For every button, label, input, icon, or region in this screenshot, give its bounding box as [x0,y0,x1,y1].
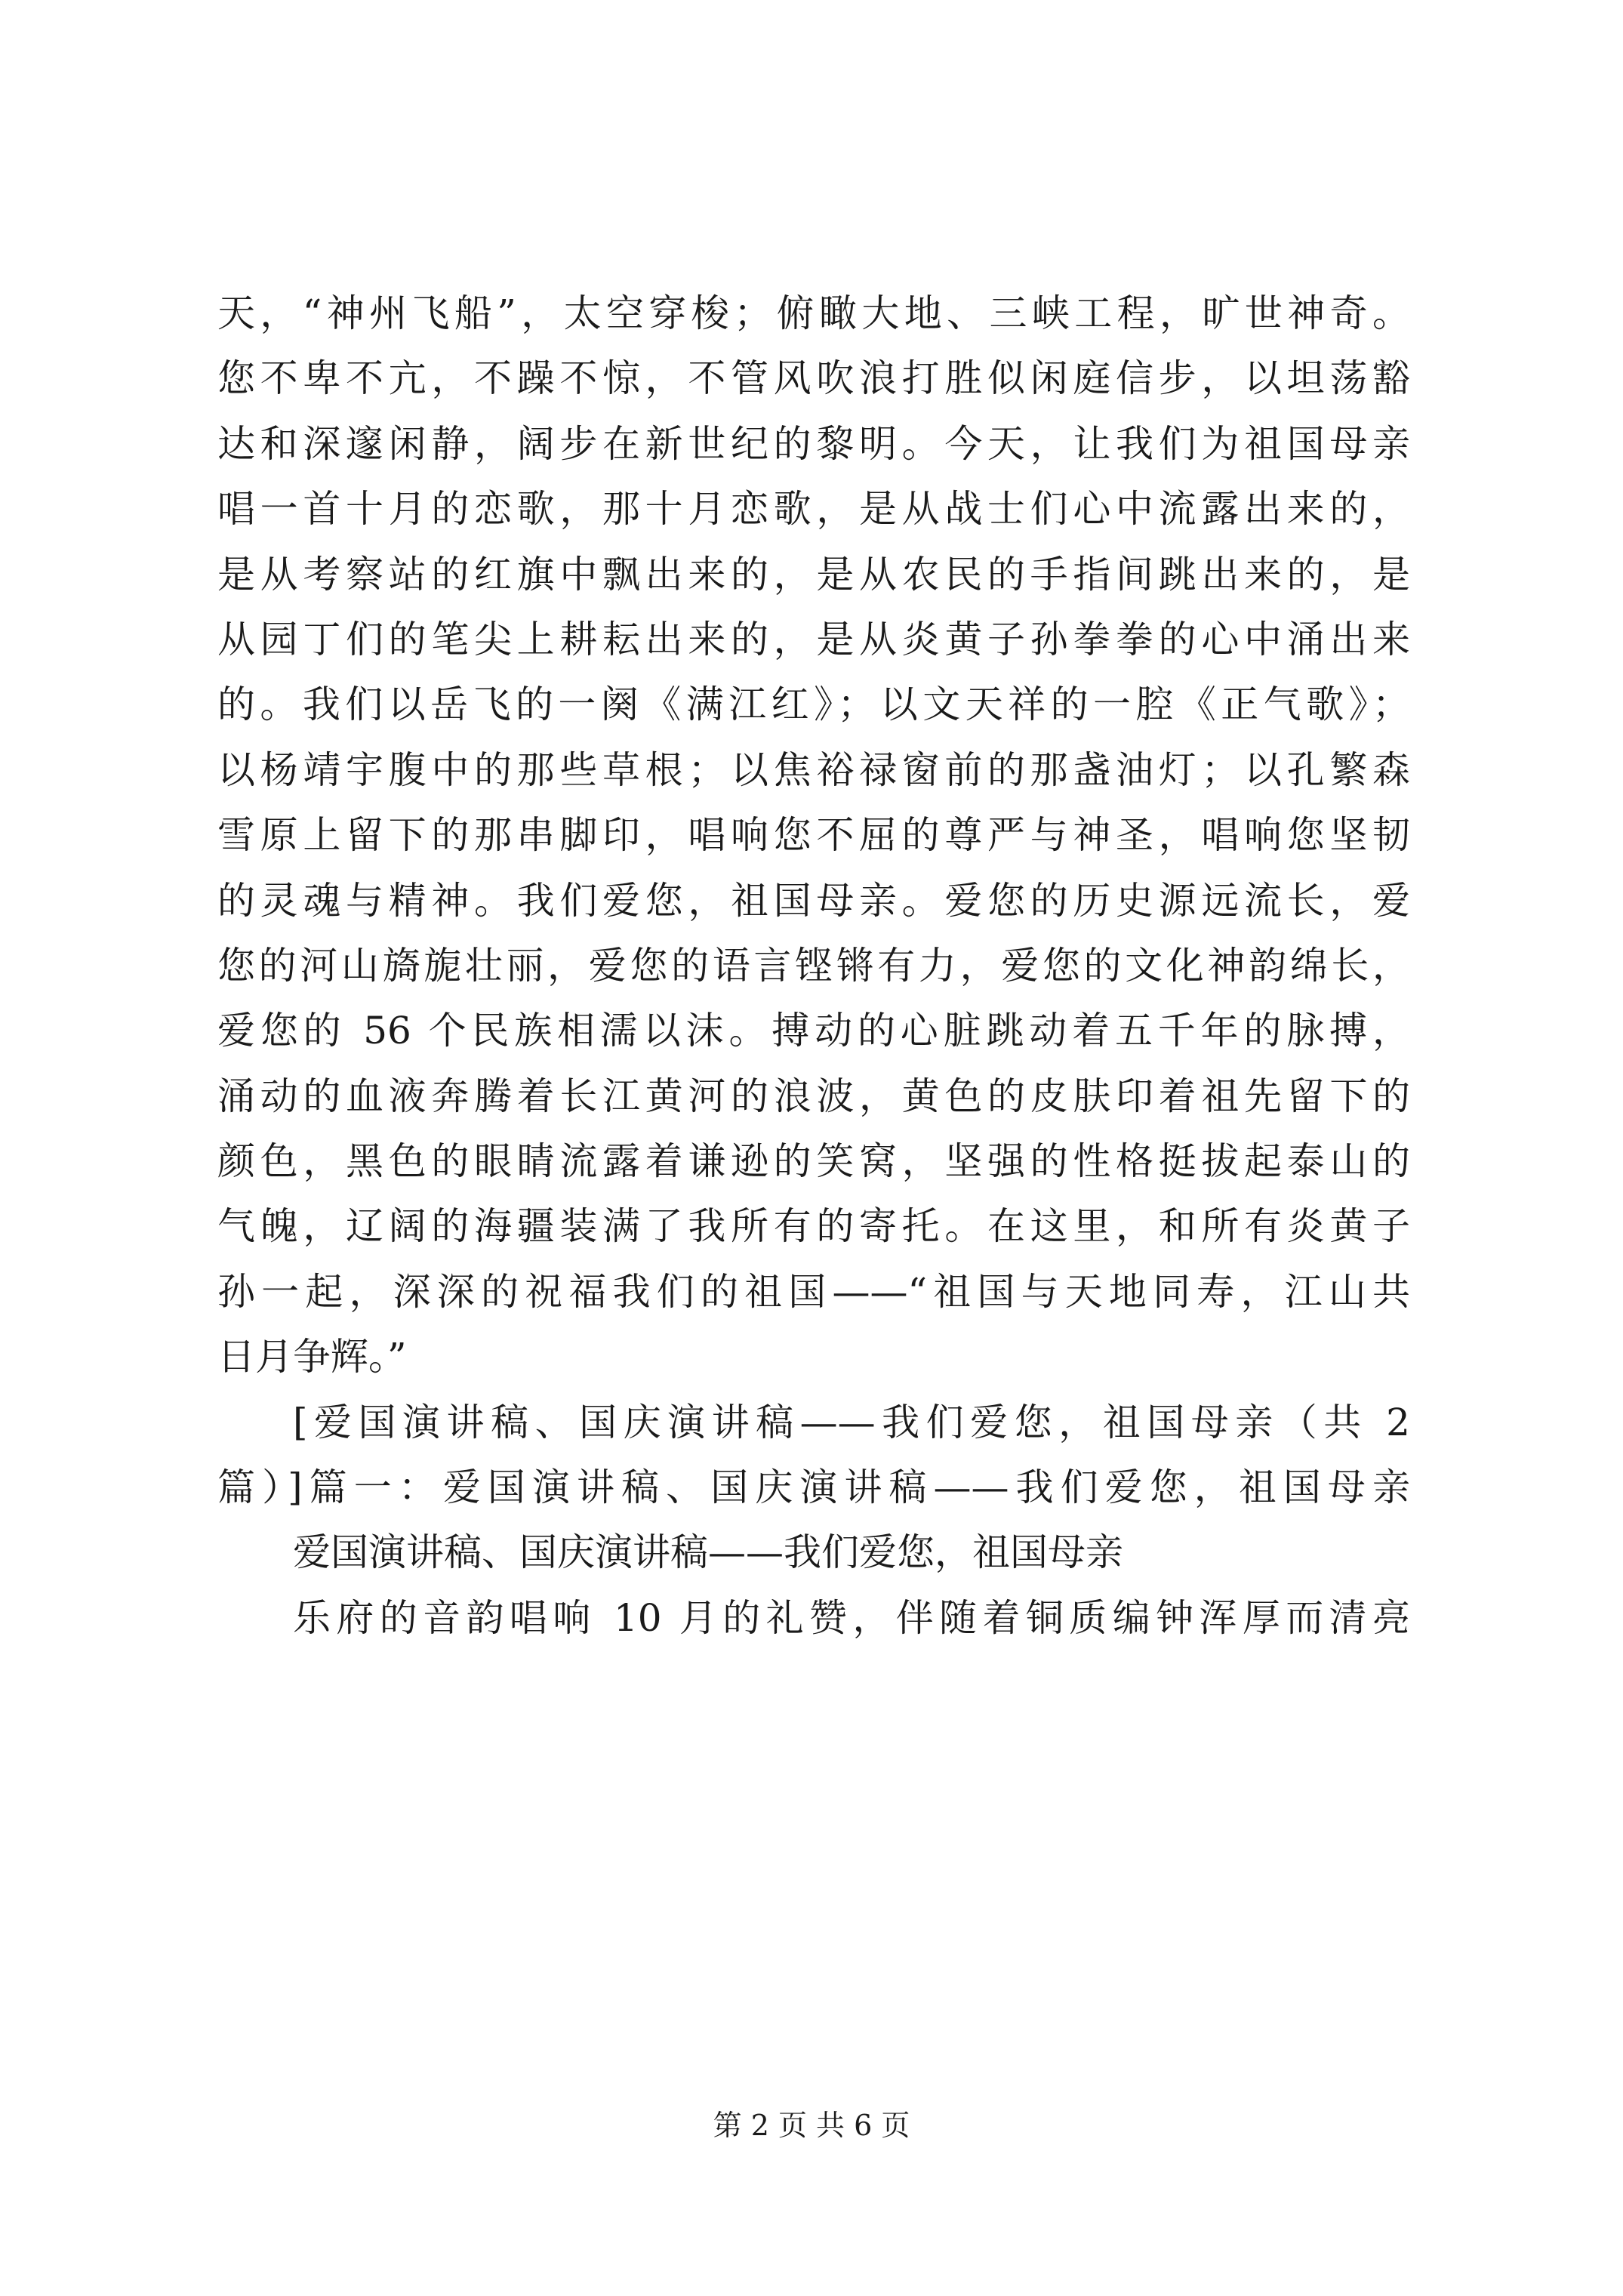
text-line: 乐府的音韵唱响 10 月的礼赞，伴随着铜质编钟浑厚而清亮 [293,1595,1410,1640]
text-line: 您的河山旖旎壮丽，爱您的语言铿锵有力，爱您的文化神韵绵长， [217,943,1410,988]
text-line: 爱您的 56 个民族相濡以沫。搏动的心脏跳动着五千年的脉搏， [217,1009,1410,1053]
text-line: 气魄，辽阔的海疆装满了我所有的寄托。在这里，和所有炎黄子 [217,1204,1410,1249]
page-number-footer: 第 2 页 共 6 页 [713,2109,910,2142]
text-line: 的。我们以岳飞的一阕《满江红》；以文天祥的一腔《正气歌》； [217,683,1410,727]
article-title: 爱国演讲稿、国庆演讲稿——我们爱您，祖国母亲 [293,1530,1123,1575]
text-line: 孙一起，深深的祝福我们的祖国——“祖国与天地同寿，江山共 [217,1269,1410,1314]
text-line: 涌动的血液奔腾着长江黄河的浪波，黄色的皮肤印着祖先留下的 [217,1074,1410,1118]
text-line: 达和深邃闲静，阔步在新世纪的黎明。今天，让我们为祖国母亲 [217,421,1410,466]
text-line: 从园丁们的笔尖上耕耘出来的，是从炎黄子孙拳拳的心中涌出来 [217,617,1410,661]
text-line: 您不卑不亢，不躁不惊，不管风吹浪打胜似闲庭信步，以坦荡豁 [217,356,1410,401]
body-text [217,281,1410,1650]
text-line: 天，“神州飞船”，太空穿梭；俯瞰大地、三峡工程，旷世神奇。 [217,291,1410,335]
section-heading-line: [爱国演讲稿、国庆演讲稿——我们爱您，祖国母亲（共 2 [293,1400,1410,1444]
text-line: 唱一首十月的恋歌，那十月恋歌，是从战士们心中流露出来的， [217,487,1410,532]
text-line: 雪原上留下的那串脚印，唱响您不屈的尊严与神圣，唱响您坚韧 [217,813,1410,858]
text-line: 日月争辉。” [217,1335,407,1379]
text-line: 的灵魂与精神。我们爱您，祖国母亲。爱您的历史源远流长，爱 [217,878,1410,923]
text-line: 颜色，黑色的眼睛流露着谦逊的笑窝，坚强的性格挺拔起泰山的 [217,1139,1410,1184]
text-line: 以杨靖宇腹中的那些草根；以焦裕禄窗前的那盏油灯；以孔繁森 [217,747,1410,792]
text-line: 是从考察站的红旗中飘出来的，是从农民的手指间跳出来的，是 [217,552,1410,596]
section-heading-line: 篇）]篇一：爱国演讲稿、国庆演讲稿——我们爱您，祖国母亲 [217,1465,1410,1510]
